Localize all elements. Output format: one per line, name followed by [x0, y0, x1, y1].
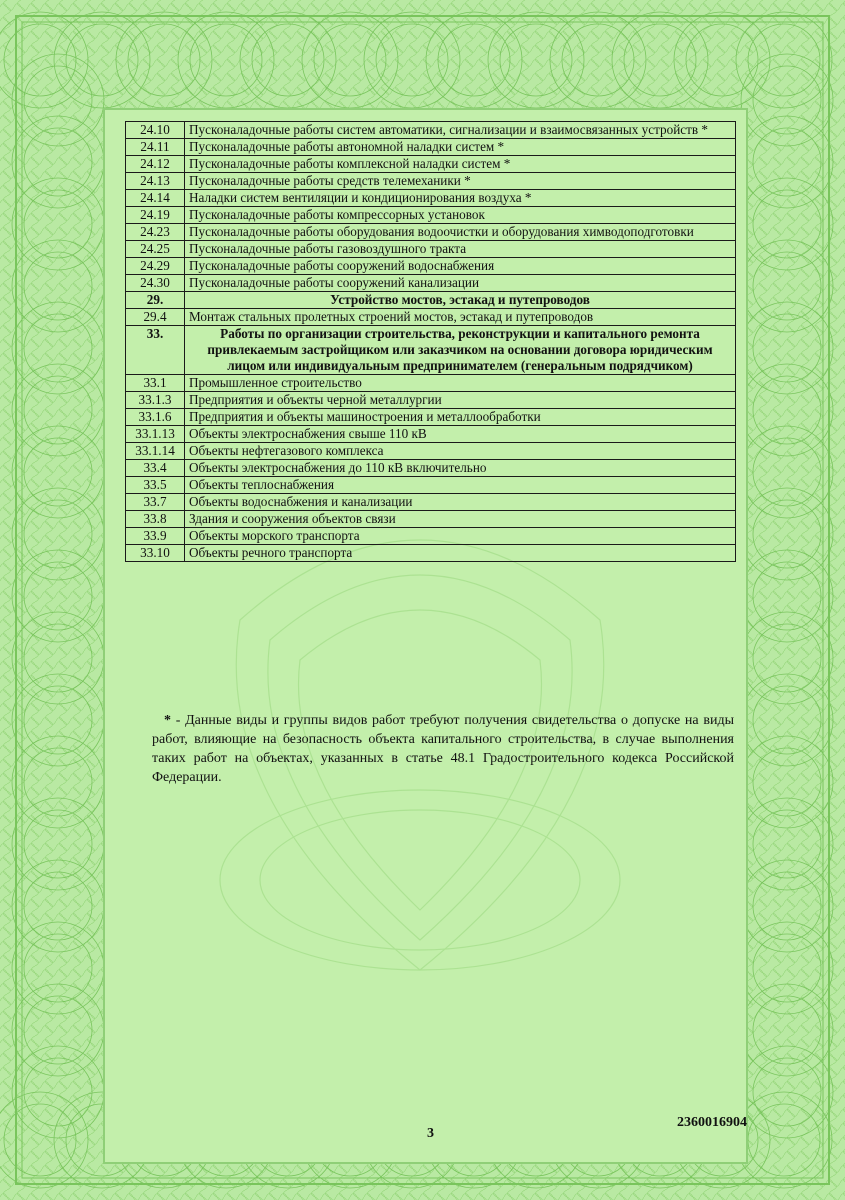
table-row [126, 528, 736, 545]
table-row [126, 494, 736, 511]
table-row [126, 309, 736, 326]
table-row [126, 207, 736, 224]
work-title-cell: Наладки систем вентиляции и кондиционирования воздуха * [185, 190, 736, 207]
works-table [125, 121, 736, 562]
work-code-cell: 33.1.14 [126, 443, 185, 460]
work-title-cell: Объекты морского транспорта [185, 528, 736, 545]
page-number: 3 [427, 1126, 434, 1141]
work-title-cell: Промышленное строительство [185, 375, 736, 392]
work-title-cell: Здания и сооружения объектов связи [185, 511, 736, 528]
footnote [152, 711, 734, 787]
table-row [126, 258, 736, 275]
table-row [126, 477, 736, 494]
table-row [126, 326, 736, 375]
work-title-cell: Предприятия и объекты машиностроения и металлообработки [185, 409, 736, 426]
work-title-cell: Монтаж стальных пролетных строений мостов, эстакад и путепроводов [185, 309, 736, 326]
work-title-cell: Объекты электроснабжения свыше 110 кВ [185, 426, 736, 443]
work-title-cell: Пусконаладочные работы сооружений водоснабжения [185, 258, 736, 275]
work-code-cell: 33.7 [126, 494, 185, 511]
table-row [126, 224, 736, 241]
table-row [126, 156, 736, 173]
work-code-cell: 24.12 [126, 156, 185, 173]
work-title-cell: Предприятия и объекты черной металлургии [185, 392, 736, 409]
work-title-cell: Пусконаладочные работы сооружений канализации [185, 275, 736, 292]
table-row [126, 241, 736, 258]
work-code-cell: 29.4 [126, 309, 185, 326]
work-title-cell: Работы по организации строительства, реконструкции и капитального ремонта привлекаемым застройщиком или заказчиком на основании договора юридическим лицом или индивидуальным предпринимателем (генеральным подрядчиком) [185, 326, 736, 375]
work-code-cell: 33.1.13 [126, 426, 185, 443]
work-title-cell: Пусконаладочные работы систем автоматики, сигнализации и взаимосвязанных устройств * [185, 122, 736, 139]
work-code-cell: 29. [126, 292, 185, 309]
footnote-marker: * [164, 713, 171, 728]
work-code-cell: 24.29 [126, 258, 185, 275]
work-code-cell: 24.30 [126, 275, 185, 292]
work-code-cell: 33.8 [126, 511, 185, 528]
table-row [126, 190, 736, 207]
work-code-cell: 24.13 [126, 173, 185, 190]
table-row [126, 511, 736, 528]
work-title-cell: Устройство мостов, эстакад и путепроводов [185, 292, 736, 309]
work-code-cell: 24.25 [126, 241, 185, 258]
table-row [126, 375, 736, 392]
table-row [126, 545, 736, 562]
work-title-cell: Пусконаладочные работы оборудования водоочистки и оборудования химводоподготовки [185, 224, 736, 241]
work-code-cell: 33.1.3 [126, 392, 185, 409]
work-code-cell: 33.1.6 [126, 409, 185, 426]
work-code-cell: 33.1 [126, 375, 185, 392]
table-row [126, 292, 736, 309]
work-title-cell: Пусконаладочные работы комплексной наладки систем * [185, 156, 736, 173]
table-row [126, 139, 736, 156]
work-code-cell: 24.14 [126, 190, 185, 207]
work-code-cell: 33.5 [126, 477, 185, 494]
work-code-cell: 33.10 [126, 545, 185, 562]
work-title-cell: Пусконаладочные работы газовоздушного тракта [185, 241, 736, 258]
work-code-cell: 24.23 [126, 224, 185, 241]
work-code-cell: 24.19 [126, 207, 185, 224]
table-row [126, 460, 736, 477]
table-row [126, 275, 736, 292]
table-row [126, 409, 736, 426]
work-title-cell: Объекты нефтегазового комплекса [185, 443, 736, 460]
work-code-cell: 24.10 [126, 122, 185, 139]
footnote-text: - Данные виды и группы видов работ требуют получения свидетельства о допуске на виды работ, влияющие на безопасность объекта капитального строительства, в случае выполнения таких работ на объектах, указанных в статье 48.1 Градостроительного кодекса Российской Федерации. [152, 713, 734, 785]
work-code-cell: 24.11 [126, 139, 185, 156]
table-row [126, 443, 736, 460]
work-code-cell: 33.4 [126, 460, 185, 477]
document-number: 2360016904 [677, 1115, 747, 1130]
work-title-cell: Объекты электроснабжения до 110 кВ включительно [185, 460, 736, 477]
table-row [126, 122, 736, 139]
table-row [126, 426, 736, 443]
table-row [126, 173, 736, 190]
work-title-cell: Объекты речного транспорта [185, 545, 736, 562]
work-title-cell: Объекты теплоснабжения [185, 477, 736, 494]
work-title-cell: Пусконаладочные работы компрессорных установок [185, 207, 736, 224]
work-code-cell: 33.9 [126, 528, 185, 545]
work-title-cell: Пусконаладочные работы средств телемеханики * [185, 173, 736, 190]
work-title-cell: Объекты водоснабжения и канализации [185, 494, 736, 511]
work-title-cell: Пусконаладочные работы автономной наладки систем * [185, 139, 736, 156]
work-code-cell: 33. [126, 326, 185, 375]
table-row [126, 392, 736, 409]
